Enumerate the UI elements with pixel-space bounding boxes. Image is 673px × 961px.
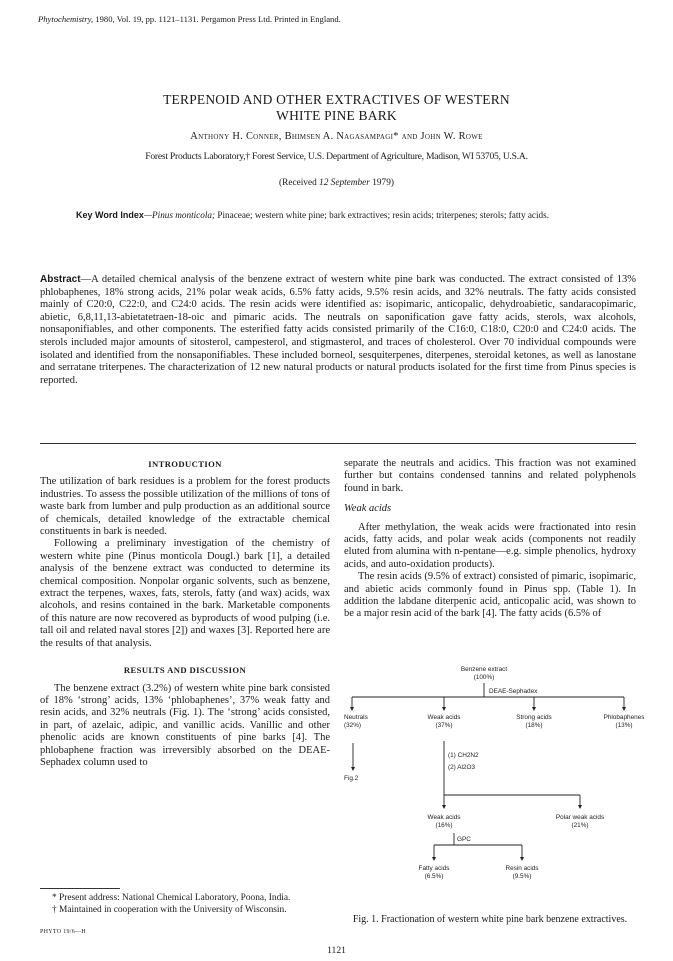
footnote-rule [40, 888, 120, 889]
neutrals-pct: (32%) [344, 722, 362, 729]
author-list: Anthony H. Conner, Bhimsen A. Nagasampagi* and John W. Rowe [190, 131, 483, 142]
benzene-extract-pct: (100%) [473, 674, 495, 681]
fractionation-diagram [344, 645, 644, 885]
polar-weak-acids-pct: (21%) [571, 822, 589, 829]
resin-acids-pct: (9.5%) [512, 873, 532, 880]
resin-acids-label: Resin acids [505, 865, 539, 872]
gpc-label: GPC [457, 836, 471, 843]
right-column [344, 458, 636, 621]
right-paragraph-3: The resin acids (9.5% of extract) consisted of pimaric, isopimaric, and abietic acids commonly found in Pinus spp. (Table 1). In addition the labdane diterpenic acid, anticopalic acid, was shown to be a major resin acid of the bark [4]. The fatty acids (6.5% of [344, 571, 636, 620]
footnote-present-address: * Present address: National Chemical Laboratory, Poona, India. [52, 893, 291, 903]
weak-acids-2-pct: (16%) [435, 822, 453, 829]
polar-weak-acids-label: Polar weak acids [555, 814, 605, 821]
section-divider [40, 443, 636, 444]
strong-acids-label: Strong acids [516, 714, 552, 721]
intro-paragraph-2: Following a preliminary investigation of the chemistry of western white pine (Pinus monticola Dougl.) bark [1], a detailed analysis of the benzene extract was conducted to determine its chemical composition. Nonpolar organic solvents, such as benzene, extract the terpenes, waxes, fats, sterols, fatty (and wax) acids, wax alcohols, and resins contained in the bark. Marketable components of this nature are now recovered as byproducts of wood pulping (i.e. tall oil and related naval stores [2]) and waxes [3]. Reported here are the results of that analysis. [40, 538, 330, 649]
methylation-step: (1) CH2N2 [448, 752, 479, 759]
right-paragraph-1: separate the neutrals and acidics. This fraction was not examined further but contains condensed tannins and related polyphenols found in bark. [344, 458, 636, 494]
alumina-step: (2) Al2O3 [448, 764, 475, 771]
fractionation-flowchart [344, 645, 644, 885]
fatty-acids-pct: (6.5%) [424, 873, 444, 880]
footnotes [40, 893, 330, 916]
results-paragraph-1: The benzene extract (3.2%) of western white pine bark consisted of 18% ‘strong’ acids, 13% ‘phlobaphenes’, 37% weak fatty and resin acids, and 32% neutrals (Fig. 1). The ‘strong’ acids consisted, in part, of azelaic, adipic, and vanillic acids. Vanillic and other phenolic acids are known constituents of pine barks [4]. The phlobaphene fraction was irreversibly absorbed on the DEAE-Sephadex column used to [40, 682, 330, 768]
received-date: (Received 12 September 1979) [279, 178, 394, 188]
abstract: Abstract—A detailed chemical analysis of the benzene extract of western white pine bark was conducted. The extract consisted of 13% phlobaphenes, 18% strong acids, 21% polar weak acids, 6.5% fatty acids, 9.5% resin acids, and 32% neutrals. The fatty acids consisted mainly of C20:0, C22:0, and C24:0 acids. The resin acids were identified as: isopimaric, anticopalic, dehydroabietic, sandaracopimaric, abietic, 6,8,11,13-abietatetraen-18-oic and pimaric acids. The neutrals on saponification gave fatty acids, sterols, wax alcohols, nonsaponifiables, and other components. The esterified fatty acids consisted primarily of the C16:0, C18:0, C20:0 and C24:0 acids. The sterols included major amounts of sitosterol, campesterol, and stigmasterol, and traces of cholesterol. Over 70 individual compounds were isolated and identified from the nonsaponifiables. These included borneol, sesquiterpenes, diterpenes, steroidal ketones, as well as lanostane and serratane triterpenes. The characterization of 12 new natural products or natural products isolated for the first time from Pinus species is reported. [40, 274, 636, 386]
diagram-lines [352, 683, 624, 857]
benzene-extract-label: Benzene extract [460, 666, 508, 673]
deae-sephadex-label: DEAE-Sephadex [489, 688, 538, 695]
page-number: 1121 [327, 945, 346, 956]
footnote-cooperation: † Maintained in cooperation with the University of Wisconsin. [52, 904, 287, 915]
keyword-index: Key Word Index—Pinus monticola; Pinaceae; western white pine; bark extractives; resin acids; triterpenes; sterols; fatty acids. [76, 210, 550, 220]
left-column [40, 458, 330, 769]
phlobaphenes-pct: (13%) [615, 722, 633, 729]
weak-acids-2-label: Weak acids [427, 814, 461, 821]
results-heading: RESULTS AND DISCUSSION [123, 665, 247, 676]
arrow-heads [350, 707, 626, 861]
weak-acids-heading: Weak acids [344, 503, 392, 515]
paper-title: TERPENOID AND OTHER EXTRACTIVES OF WESTERN WHITE PINE BARK [163, 92, 510, 123]
fatty-acids-label: Fatty acids [418, 865, 450, 872]
fig2-reference: Fig.2 [344, 775, 359, 782]
phlobaphenes-label: Phlobaphenes [603, 714, 644, 721]
neutrals-label: Neutrals [344, 714, 368, 721]
introduction-heading: INTRODUCTION [148, 459, 222, 469]
weak-acids-label: Weak acids [427, 714, 461, 721]
phyto-reference: PHYTO 19/6—H [40, 929, 86, 935]
weak-acids-pct: (37%) [435, 722, 453, 729]
affiliation: Forest Products Laboratory,† Forest Service, U.S. Department of Agriculture, Madison, WI 53705, U.S.A. [145, 151, 528, 162]
journal-citation: Phytochemistry, 1980, Vol. 19, pp. 1121–1131. Pergamon Press Ltd. Printed in England. [38, 14, 341, 24]
intro-paragraph-1: The utilization of bark residues is a problem for the forest products industries. To assess the possible utilization of the millions of tons of waste bark from lumber and pulp production as an additional source of chemicals, detailed knowledge of the extractable chemical constituents in bark is needed. [40, 476, 330, 538]
figure-caption: Fig. 1. Fractionation of western white pine bark benzene extractives. [352, 914, 628, 925]
right-paragraph-2: After methylation, the weak acids were fractionated into resin acids, fatty acids, and polar weak acids (components not readily eluted from alumina with n-pentane—e.g. simple phenolics, hydroxy acids, and auto-oxidation products). [344, 521, 636, 570]
strong-acids-pct: (18%) [525, 722, 543, 729]
